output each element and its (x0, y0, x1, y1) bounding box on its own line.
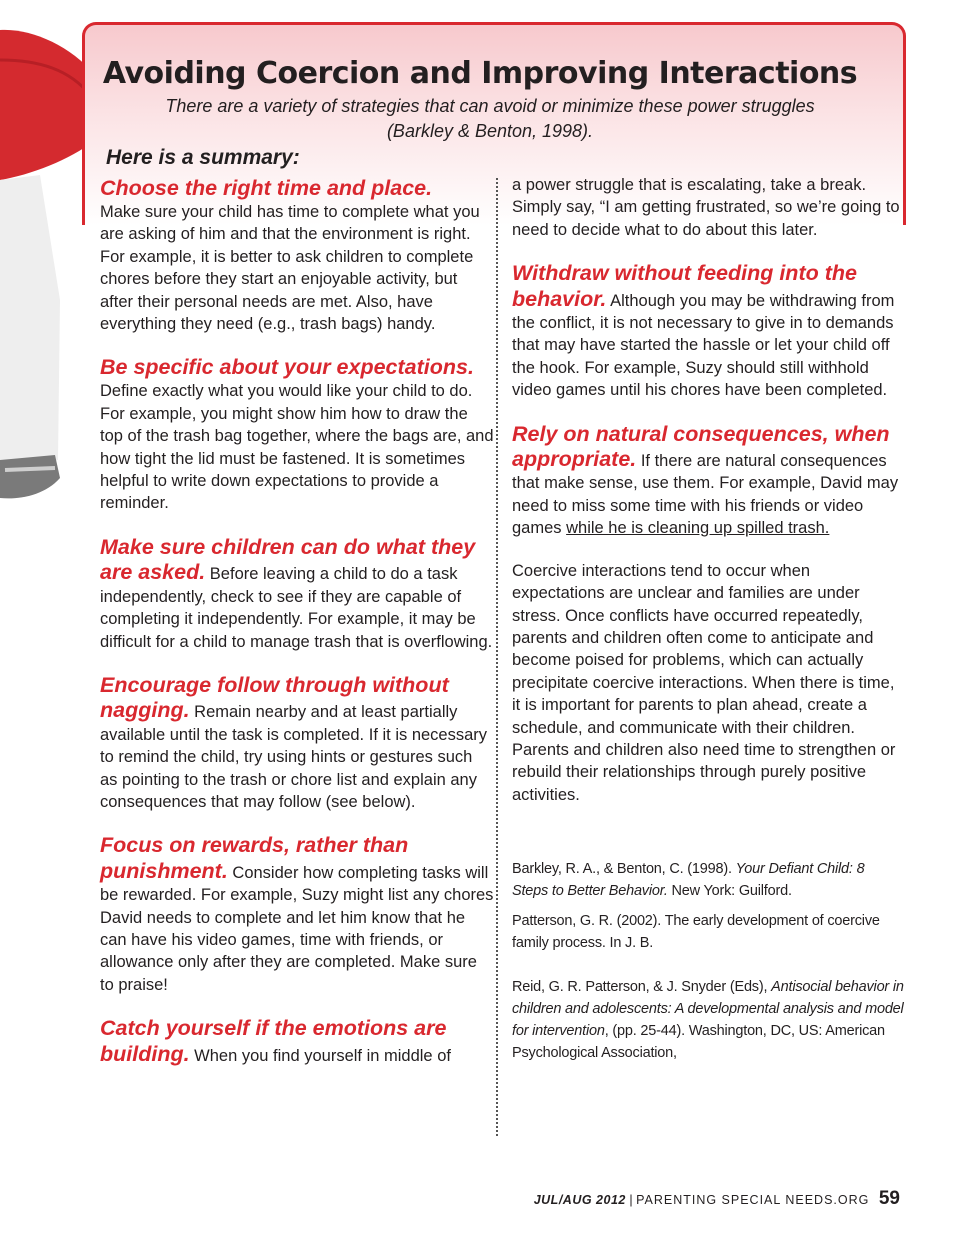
reference-title: Antisocial behavior in children and adolescents: A developmental analysis and model for intervention (512, 979, 904, 1040)
issue-date: JUL/AUG 2012 (533, 1193, 626, 1207)
tip-section (512, 261, 904, 401)
article-subtitle (110, 94, 870, 144)
continuation-paragraph: a power struggle that is escalating, take a break. Simply say, “I am getting frustrated, so we’re going to need to decide what to do about this later. (512, 176, 900, 239)
references (512, 858, 904, 1064)
tip-section (100, 355, 494, 514)
tip-body: If there are natural consequences that make sense, use them. For example, David may need to miss some time with his friends or video games (512, 452, 899, 538)
child-photo-fragment (0, 0, 95, 520)
tip-heading: Be specific about your expectations. (100, 355, 474, 380)
coercive-paragraph: Coercive interactions tend to occur when expectations are unclear and families are under stress. Once conflicts have occurred repeatedly, parents and children often come to anticipate and become poised for problems, which can actually precipitate coercive interactions. When there is time, it is important for parents to plan ahead, create a schedule, and communicate with their children. Parents and children also need time to strengthen or rebuild their relationships through purely positive activities. (512, 561, 896, 804)
tip-heading: Choose the right time and place. (100, 176, 433, 200)
subtitle-line-1: There are a variety of strategies that can avoid or minimize these power struggles (165, 96, 815, 116)
tip-section (100, 673, 494, 813)
tip-body: Before leaving a child to do a task independently, check to see if they are capable of completing it independently. For example, it may be difficult for a child to manage trash that is overflowing. (100, 565, 493, 651)
page-footer (534, 1188, 900, 1210)
tip-heading: Encourage follow through without nagging. (100, 672, 449, 723)
tip-heading: Withdraw without feeding into the behavior. (512, 261, 857, 311)
reference-text: Reid, G. R. Patterson, & J. Snyder (Eds), (512, 979, 772, 996)
tip-heading: Focus on rewards, rather than punishment. (100, 833, 409, 883)
tip-body: Although you may be withdrawing from the conflict, it is not necessary to give in to demands that may have started the hassle or let your child off the hook. For example, Suzy should still withhold video games until his chores have been completed. (512, 291, 895, 400)
reference-title: Your Defiant Child: 8 Steps to Better Behavior. (512, 861, 865, 900)
tip-section (100, 1016, 494, 1067)
site-name: PARENTING SPECIAL NEEDS.ORG (636, 1193, 870, 1207)
reference-text: Barkley, R. A., & Benton, C. (1998). (512, 861, 736, 878)
tip-heading: Rely on natural consequences, when appropriate. (512, 421, 890, 472)
reference-item (512, 858, 904, 902)
left-column (100, 176, 494, 1087)
tip-section (100, 535, 494, 653)
footer-separator: | (629, 1193, 633, 1207)
tip-section (512, 422, 904, 540)
reference-item (512, 976, 904, 1064)
tip-heading: Make sure children can do what they are asked. (100, 534, 476, 585)
tip-body: When you find yourself in middle of (194, 1046, 451, 1065)
page-number: 59 (878, 1188, 900, 1209)
tip-heading: Catch yourself if the emotions are building. (100, 1016, 447, 1066)
tip-section (100, 176, 494, 335)
summary-heading: Here is a summary: (106, 146, 300, 169)
subtitle-line-2: (Barkley & Benton, 1998). (386, 121, 594, 141)
tip-body: Define exactly what you would like your child to do. For example, you might show him how to draw the top of the trash bag together, where the bags are, and how tight the lid must be fastened. It is sometimes helpful to write down expectations to provide a reminder. (100, 382, 494, 513)
reference-text: New York: Guilford. (667, 883, 792, 900)
reference-item: Patterson, G. R. (2002). The early development of coercive family process. In J. B. (512, 913, 880, 952)
tip-body: Remain nearby and at least partially available until the task is completed. If it is necessary to remind the child, try using hints or gestures such as pointing to the trash or chore list and explain any consequences that may follow (see below). (100, 703, 488, 811)
right-column (512, 174, 904, 1072)
reference-text: , (pp. 25-44). Washington, DC, US: American Psychological Association, (512, 1023, 885, 1062)
underlined-text: while he is cleaning up spilled trash. (566, 519, 830, 538)
tip-body: Consider how completing tasks will be rewarded. For example, Suzy might list any chores David needs to complete and let him know that he can have his video games, time with friends, or allowance only after they are completed. Make sure to praise! (100, 863, 494, 994)
tip-body: Make sure your child has time to complete what you are asking of him and that the environment is right. For example, it is better to ask children to complete chores before they start an enjoyable activity, but after their personal needs are met. Also, have everything they need (e.g., trash bags) handy. (100, 203, 480, 334)
column-divider (496, 178, 498, 1136)
tip-section (100, 833, 494, 996)
article-title: Avoiding Coercion and Improving Interactions (102, 56, 858, 91)
